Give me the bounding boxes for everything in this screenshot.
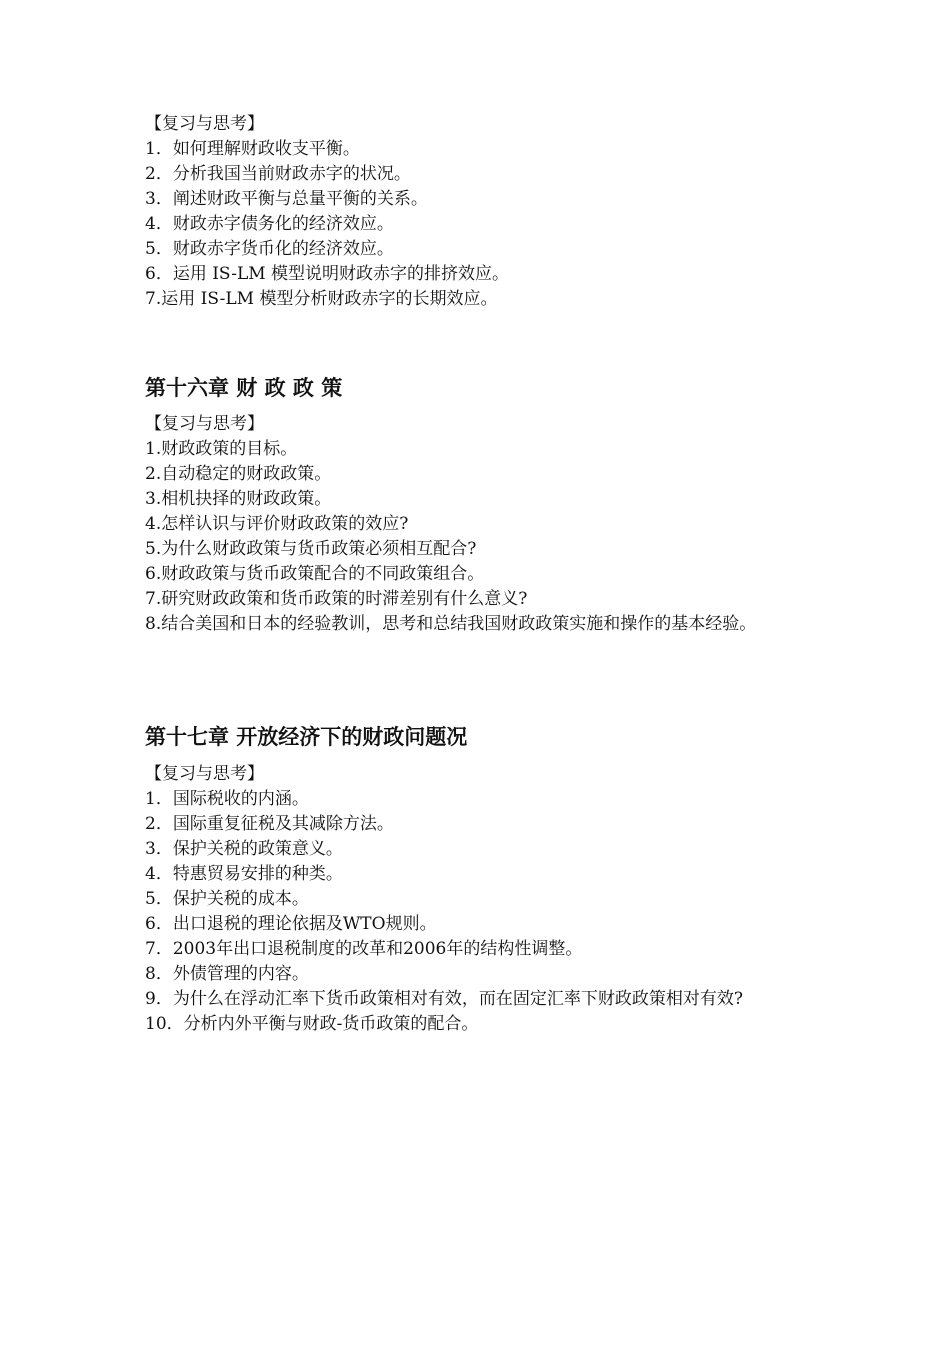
list-item: 6．出口退税的理论依据及WTO规则。 [145, 914, 437, 934]
list-item: 4．特惠贸易安排的种类。 [145, 864, 343, 884]
list-item: 3．保护关税的政策意义。 [145, 839, 343, 859]
section-label: 【复习与思考】 [145, 414, 264, 434]
list-item: 1．如何理解财政收支平衡。 [145, 139, 360, 159]
list-item: 1．国际税收的内涵。 [145, 789, 309, 809]
list-item: 9．为什么在浮动汇率下货币政策相对有效，而在固定汇率下财政政策相对有效? [145, 989, 743, 1009]
list-item: 3.相机抉择的财政政策。 [145, 489, 332, 509]
review-section-chapter-17 [145, 762, 743, 1037]
list-item: 7.研究财政政策和货币政策的时滞差别有什么意义? [145, 589, 528, 609]
list-item: 1.财政政策的目标。 [145, 439, 298, 459]
list-item: 6.财政政策与货币政策配合的不同政策组合。 [145, 564, 485, 584]
chapter-16-title: 第十六章 财 政 政 策 [145, 376, 343, 400]
list-item: 10．分析内外平衡与财政-货币政策的配合。 [145, 1014, 479, 1034]
list-item: 4.怎样认识与评价财政政策的效应? [145, 514, 409, 534]
list-item: 5．保护关税的成本。 [145, 889, 309, 909]
chapter-17-title: 第十七章 开放经济下的财政问题况 [145, 725, 468, 749]
list-item: 2．国际重复征税及其减除方法。 [145, 814, 394, 834]
list-item: 3．阐述财政平衡与总量平衡的关系。 [145, 189, 428, 209]
list-item: 4．财政赤字债务化的经济效应。 [145, 214, 394, 234]
list-item: 5.为什么财政政策与货币政策必须相互配合? [145, 539, 477, 559]
list-item: 6．运用 IS-LM 模型说明财政赤字的排挤效应。 [145, 264, 510, 284]
list-item: 8．外债管理的内容。 [145, 964, 309, 984]
list-item: 7.运用 IS-LM 模型分析财政赤字的长期效应。 [145, 289, 498, 309]
list-item: 5．财政赤字货币化的经济效应。 [145, 239, 394, 259]
list-item: 2．分析我国当前财政赤字的状况。 [145, 164, 411, 184]
list-item: 8.结合美国和日本的经验教训，思考和总结我国财政政策实施和操作的基本经验。 [145, 614, 757, 634]
review-section-chapter-16 [145, 412, 839, 637]
list-item: 7．2003年出口退税制度的改革和2006年的结构性调整。 [145, 939, 583, 959]
review-section-chapter-15 [145, 112, 509, 312]
list-item: 2.自动稳定的财政政策。 [145, 464, 332, 484]
section-label: 【复习与思考】 [145, 764, 264, 784]
section-label: 【复习与思考】 [145, 114, 264, 134]
